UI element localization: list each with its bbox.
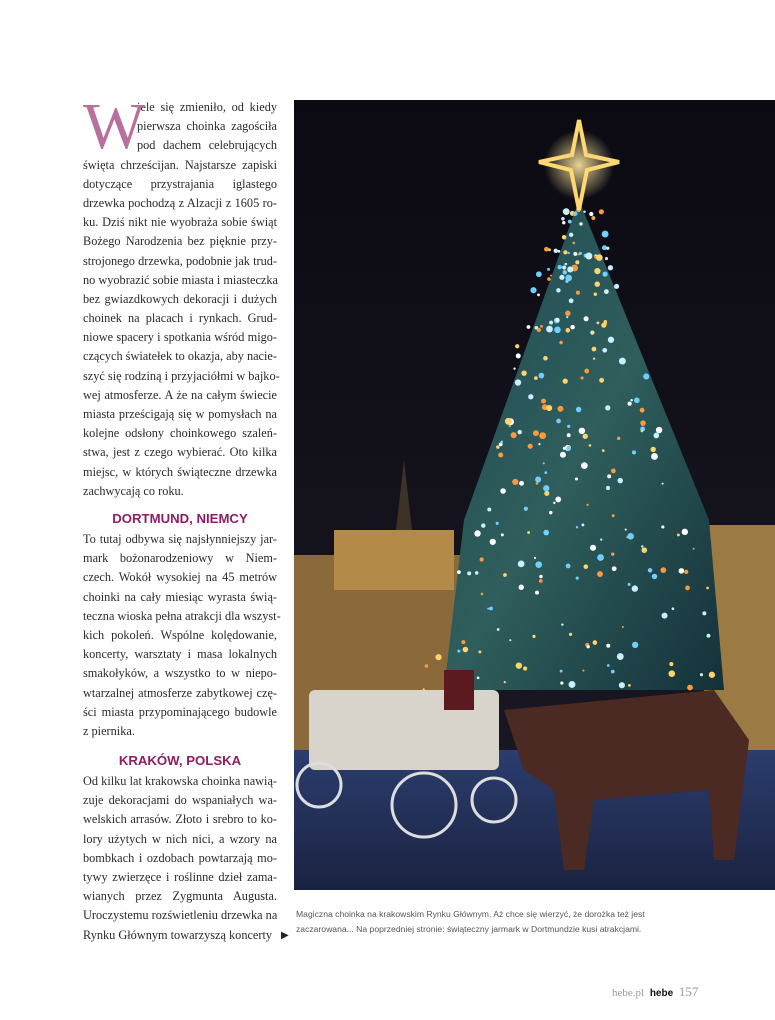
- tree-light: [607, 474, 611, 478]
- text-line: wianych przez Zygmunta Augusta.: [83, 889, 277, 904]
- tree-light: [535, 591, 539, 595]
- text-line: z piernika.: [83, 723, 135, 738]
- tree-light: [549, 511, 552, 514]
- tree-light: [538, 443, 540, 445]
- tree-light: [546, 405, 552, 411]
- tree-light: [559, 341, 563, 345]
- tree-light: [582, 669, 584, 671]
- tree-light: [556, 318, 560, 322]
- tree-light: [672, 607, 675, 610]
- tree-light: [519, 585, 524, 590]
- caption-line: zaczarowana... Na poprzedniej stronie: świąteczny jarmark w Dortmundzie kusi atrakcjami.: [296, 923, 642, 934]
- tree-light: [560, 682, 563, 685]
- tree-light: [516, 353, 521, 358]
- tree-light: [668, 670, 675, 677]
- text-line: stwa, jest z czego wybierać. Oto kilka: [83, 445, 277, 460]
- tree-light: [565, 280, 568, 283]
- tree-light: [563, 270, 568, 275]
- tree-light: [528, 394, 533, 399]
- tree-light: [650, 447, 655, 452]
- tree-light: [549, 321, 553, 325]
- tree-light: [604, 289, 609, 294]
- tree-light: [515, 379, 521, 385]
- tree-light: [619, 682, 625, 688]
- tree-light: [528, 444, 533, 449]
- tree-light: [682, 529, 688, 535]
- tree-light: [569, 233, 573, 237]
- tree-light: [581, 462, 588, 469]
- tree-light: [512, 479, 518, 485]
- tree-light: [622, 626, 624, 628]
- photo-caption: [296, 907, 716, 936]
- tree-light: [425, 664, 429, 668]
- tree-light: [576, 407, 582, 413]
- tree-light: [536, 482, 539, 485]
- tree-light: [532, 635, 535, 638]
- tree-light: [573, 211, 578, 216]
- tree-light: [536, 271, 542, 277]
- tree-light: [640, 408, 645, 413]
- tree-light: [478, 650, 481, 653]
- tree-light: [602, 348, 607, 353]
- tree-light: [533, 430, 539, 436]
- section-krakow: [83, 750, 289, 945]
- tree-light: [569, 681, 576, 688]
- tree-light: [706, 634, 710, 638]
- tree-light: [497, 628, 500, 631]
- text-line: smakołyków, a wszystko to w niepo-: [83, 666, 277, 681]
- text-line: bez gwiazdkowych dekoracji i dużych: [83, 291, 277, 306]
- tree-light: [553, 502, 555, 504]
- tree-light: [641, 545, 643, 547]
- tree-light: [487, 508, 491, 512]
- text-line: tywy zwierzęce i roślinne dzieł zama-: [83, 869, 277, 884]
- page-footer: [612, 984, 698, 1000]
- tree-light: [606, 486, 610, 490]
- tree-light: [619, 358, 626, 365]
- tree-light: [559, 275, 564, 280]
- tree-light: [490, 539, 496, 545]
- tree-light: [579, 222, 582, 225]
- tree-light: [597, 321, 600, 324]
- tree-light: [578, 253, 580, 255]
- tree-light: [557, 265, 561, 269]
- tree-light: [628, 583, 631, 586]
- tree-light: [660, 567, 666, 573]
- tree-light: [627, 533, 634, 540]
- tree-light: [584, 369, 589, 374]
- tree-light: [524, 507, 528, 511]
- tree-light: [594, 292, 597, 295]
- tree-light: [539, 579, 543, 583]
- tree-light: [481, 593, 484, 596]
- text-line: wej atmosferze. A że na całym świecie: [83, 387, 277, 402]
- intro-paragraph: [83, 90, 280, 501]
- tree-light: [611, 552, 614, 555]
- tree-light: [560, 452, 566, 458]
- text-line: szyć się rodziną i przyjaciółmi w bajko-: [83, 368, 280, 383]
- tree-light: [608, 337, 614, 343]
- brand-logo: hebe: [649, 988, 674, 999]
- tree-light: [632, 450, 636, 454]
- tree-light: [567, 266, 573, 272]
- tree-light: [527, 531, 530, 534]
- tree-light: [500, 488, 506, 494]
- tree-light: [481, 523, 485, 527]
- tree-light: [566, 564, 571, 569]
- tree-light: [513, 368, 515, 370]
- tree-light: [505, 418, 512, 425]
- tree-light: [584, 316, 589, 321]
- tree-light: [539, 373, 545, 379]
- tree-light: [550, 275, 552, 277]
- text-line: no wyobrazić sobie miasta i miasteczka: [83, 272, 278, 287]
- text-line: lory użytych w nich nici, a wzory na: [83, 831, 277, 846]
- tree-light: [563, 250, 567, 254]
- tree-light: [566, 446, 571, 451]
- tree-light: [541, 399, 546, 404]
- tree-light: [543, 530, 549, 536]
- text-line: Bożego Narodzenia bez pięknie przy-: [83, 234, 277, 249]
- section-dortmund: [83, 508, 281, 741]
- tree-light: [614, 284, 619, 289]
- tree-light: [630, 399, 632, 401]
- tree-light: [580, 376, 583, 379]
- tree-light: [501, 533, 504, 536]
- tree-light: [611, 670, 615, 674]
- tree-light: [581, 523, 584, 526]
- text-line: drzewka pochodzą z Alzacji z 1605 ro-: [83, 195, 277, 210]
- text-line: To tutaj odbywa się najsłynniejszy jar-: [83, 532, 277, 546]
- tree-light: [679, 568, 685, 574]
- tree-light: [567, 433, 571, 437]
- tree-light: [600, 538, 602, 540]
- tree-light: [583, 211, 585, 213]
- tree-light: [463, 647, 469, 653]
- tree-light: [632, 642, 638, 648]
- tree-light: [543, 462, 545, 464]
- tree-light: [563, 378, 568, 383]
- tree-light: [628, 402, 632, 406]
- tree-light: [592, 347, 597, 352]
- tree-light: [496, 522, 499, 525]
- tree-light: [661, 525, 664, 528]
- tree-light: [641, 430, 644, 433]
- tree-light: [498, 452, 503, 457]
- tree-light: [516, 662, 522, 668]
- text-line: czących światełek to okazja, aby nacie-: [83, 349, 277, 364]
- tree-light: [477, 677, 480, 680]
- triangle-right-icon: ▶: [281, 929, 289, 941]
- tree-light: [475, 571, 479, 575]
- tree-light: [457, 570, 461, 574]
- tree-light: [634, 398, 640, 404]
- tree-light: [474, 530, 480, 536]
- tree-light: [628, 684, 631, 687]
- tree-light: [467, 571, 471, 575]
- tree-light: [605, 405, 610, 410]
- tree-light: [685, 586, 690, 591]
- text-line: zuje dekoracjami do wspaniałych wa-: [83, 793, 277, 808]
- tree-light: [569, 633, 572, 636]
- caption-line: Magiczna choinka na krakowskim Rynku Głównym. Aż chce się wierzyć, że dorożka też jest: [296, 909, 645, 919]
- tree-light: [606, 644, 610, 648]
- tree-light: [489, 607, 493, 611]
- tree-light: [579, 428, 585, 434]
- tree-light: [457, 650, 460, 653]
- tree-light: [597, 571, 603, 577]
- page-number: 157: [678, 984, 699, 999]
- tree-light: [669, 662, 673, 666]
- tree-light: [537, 328, 541, 332]
- text-line: miasta prześcigają się w pomysłach na: [83, 407, 277, 421]
- tree-light: [576, 526, 578, 528]
- tree-light: [709, 672, 715, 678]
- tree-light: [602, 449, 605, 452]
- tree-light: [565, 311, 570, 316]
- tree-light: [534, 376, 538, 380]
- text-line: święta chrześcijan. Najstarsze zapiski: [83, 157, 277, 172]
- tree-light: [543, 485, 549, 491]
- section-heading: KRAKÓW, POLSKA: [118, 753, 242, 768]
- tree-light: [572, 242, 575, 245]
- tree-light: [687, 685, 693, 691]
- text-line: pod dachem celebrujących: [137, 138, 277, 153]
- tree-light: [562, 221, 565, 224]
- tree-light: [651, 453, 658, 460]
- text-line: choinki na cały miesiąc wyrasta świą-: [83, 589, 277, 604]
- tree-light: [509, 639, 511, 641]
- tree-light: [539, 575, 542, 578]
- text-line: pierwsza choinka zagościła: [137, 119, 277, 134]
- tree-light: [496, 445, 499, 448]
- tree-light: [566, 316, 568, 318]
- tree-light: [653, 433, 659, 439]
- tree-light: [656, 427, 662, 433]
- tree-light: [521, 370, 526, 375]
- tree-light: [684, 570, 688, 574]
- tree-light: [543, 356, 548, 361]
- tree-light: [632, 585, 638, 591]
- tree-light: [479, 557, 483, 561]
- tree-light: [487, 608, 489, 610]
- tree-light: [560, 670, 563, 673]
- text-line: miejsc, w których świąteczne drzewka: [83, 464, 277, 479]
- tree-light: [561, 217, 564, 220]
- tree-light: [589, 444, 592, 447]
- tree-light: [558, 250, 561, 253]
- tree-light: [641, 547, 647, 553]
- tree-light: [593, 358, 595, 360]
- text-line: koncerty, warsztaty i masa lokalnych: [83, 647, 277, 662]
- tree-light: [575, 478, 578, 481]
- tree-light: [567, 425, 570, 428]
- tree-light: [589, 212, 593, 216]
- tree-light: [585, 253, 592, 260]
- tree-light: [593, 640, 598, 645]
- tree-light: [544, 491, 549, 496]
- site-url: hebe.pl: [612, 987, 645, 999]
- tree-light: [612, 566, 617, 571]
- text-line: czech. Wokół wysokiej na 45 metrów: [83, 570, 277, 585]
- tree-light: [503, 573, 507, 577]
- tree-light: [618, 478, 623, 483]
- tree-light: [540, 325, 543, 328]
- tree-light: [556, 288, 560, 292]
- tree-light: [599, 209, 604, 214]
- tree-light: [700, 673, 703, 676]
- tree-light: [548, 248, 551, 251]
- text-line: Od kilku lat krakowska choinka nawią-: [83, 774, 277, 788]
- tree-light: [535, 561, 542, 568]
- tree-light: [435, 654, 441, 660]
- tree-light: [539, 432, 546, 439]
- tree-light: [570, 325, 575, 330]
- tree-light: [519, 481, 524, 486]
- tree-light: [662, 483, 664, 485]
- tree-light: [563, 447, 566, 450]
- tree-light: [625, 529, 627, 531]
- tree-light: [547, 277, 551, 281]
- text-line: ku. Dziś nikt nie wyobraża sobie świąt: [83, 215, 277, 230]
- text-line: kolejne odsłony choinkowego szaleń-: [83, 426, 277, 441]
- tree-light: [509, 425, 511, 427]
- tree-light: [587, 645, 590, 648]
- tree-light: [557, 406, 563, 412]
- tree-light: [602, 231, 609, 238]
- tree-light: [554, 327, 561, 334]
- tree-light: [602, 245, 607, 250]
- tree-light: [597, 554, 604, 561]
- tree-light: [555, 497, 561, 503]
- tree-light: [546, 326, 553, 333]
- tree-light: [576, 291, 580, 295]
- tree-light: [583, 434, 588, 439]
- tree-light: [643, 373, 649, 379]
- tree-light: [527, 325, 531, 329]
- tree-light: [562, 235, 566, 239]
- tree-light: [544, 247, 549, 252]
- tree-light: [537, 293, 540, 296]
- tree-light: [515, 344, 519, 348]
- tree-light: [504, 681, 506, 683]
- tree-light: [567, 252, 569, 254]
- tree-light: [594, 268, 600, 274]
- tree-light: [568, 220, 572, 224]
- tree-light: [611, 469, 616, 474]
- tree-light: [607, 664, 610, 667]
- text-line: dotyczące przystrajania iglastego: [83, 176, 277, 191]
- text-line: choinek na placach i rynkach. Grud-: [83, 311, 277, 326]
- tree-light: [677, 533, 680, 536]
- tree-light: [547, 268, 550, 271]
- tree-light: [569, 298, 574, 303]
- tree-light: [587, 504, 589, 506]
- text-line: niowe spacery i spotkania wśród migo-: [83, 330, 277, 345]
- tree-light: [596, 254, 603, 261]
- christmas-tree-photo: [294, 100, 775, 890]
- tree-light: [544, 471, 547, 474]
- text-line: zachwycają co roku.: [83, 483, 184, 498]
- tree-light: [500, 441, 503, 444]
- text-line: mark bożonarodzeniowy w Niem-: [83, 551, 277, 566]
- tree-light: [706, 587, 709, 590]
- text-line: welskich arrasów. Złoto i srebro to ko-: [83, 812, 277, 827]
- tree-light: [535, 476, 541, 482]
- tree-light: [534, 557, 536, 559]
- tree-light: [575, 260, 579, 264]
- tree-light: [608, 265, 613, 270]
- text-line: ści miasta przypominającego budowle: [83, 704, 277, 719]
- tree-light: [602, 271, 607, 276]
- tree-light: [662, 613, 668, 619]
- tree-light: [605, 257, 608, 260]
- tree-light: [518, 430, 522, 434]
- text-line: bombkach i ozdobach powtarzają mo-: [83, 850, 277, 865]
- tree-light: [617, 653, 624, 660]
- tree-light: [556, 419, 561, 424]
- tree-light: [601, 323, 606, 328]
- tree-light: [565, 263, 568, 266]
- tree-light: [530, 287, 536, 293]
- text-line: Rynku Głównym towarzyszą koncerty: [83, 927, 273, 942]
- text-line: Uroczystemu rozświetleniu drzewka na: [83, 908, 278, 923]
- text-line: strojonego drzewka, podobnie jak trud-: [83, 253, 277, 268]
- tree-light: [594, 281, 599, 286]
- tree-light: [561, 623, 563, 625]
- text-line: iele się zmieniło, od kiedy: [137, 100, 277, 114]
- section-heading: DORTMUND, NIEMCY: [112, 511, 248, 526]
- tree-light: [590, 545, 596, 551]
- tree-light: [702, 611, 706, 615]
- text-line: teczna wioska pełna atrakcji dla wszyst-: [83, 608, 281, 623]
- tree-light: [693, 548, 695, 550]
- tree-light: [563, 208, 570, 215]
- tree-light: [576, 576, 579, 579]
- tree-light: [606, 247, 609, 250]
- drop-cap: W: [83, 90, 146, 163]
- tree-light: [640, 420, 646, 426]
- tree-light: [617, 437, 620, 440]
- tree-light: [648, 568, 653, 573]
- text-line: wtarzalnej atmosferze zabytkowej czę-: [83, 685, 277, 700]
- tree-light: [652, 574, 657, 579]
- tree-light: [573, 252, 577, 256]
- tree-light: [612, 514, 615, 517]
- tree-light: [566, 328, 571, 333]
- tree-light: [461, 640, 465, 644]
- tree-light: [592, 216, 594, 218]
- tree-light: [583, 564, 588, 569]
- tree-light: [518, 560, 525, 567]
- tree-light: [554, 249, 558, 253]
- tree-light: [599, 378, 604, 383]
- tree-light: [562, 265, 566, 269]
- text-line: kich pokoleń. Wspólne kolędowanie,: [83, 627, 277, 642]
- tree-light: [523, 666, 527, 670]
- tree-light: [592, 332, 595, 335]
- tree-light: [511, 432, 517, 438]
